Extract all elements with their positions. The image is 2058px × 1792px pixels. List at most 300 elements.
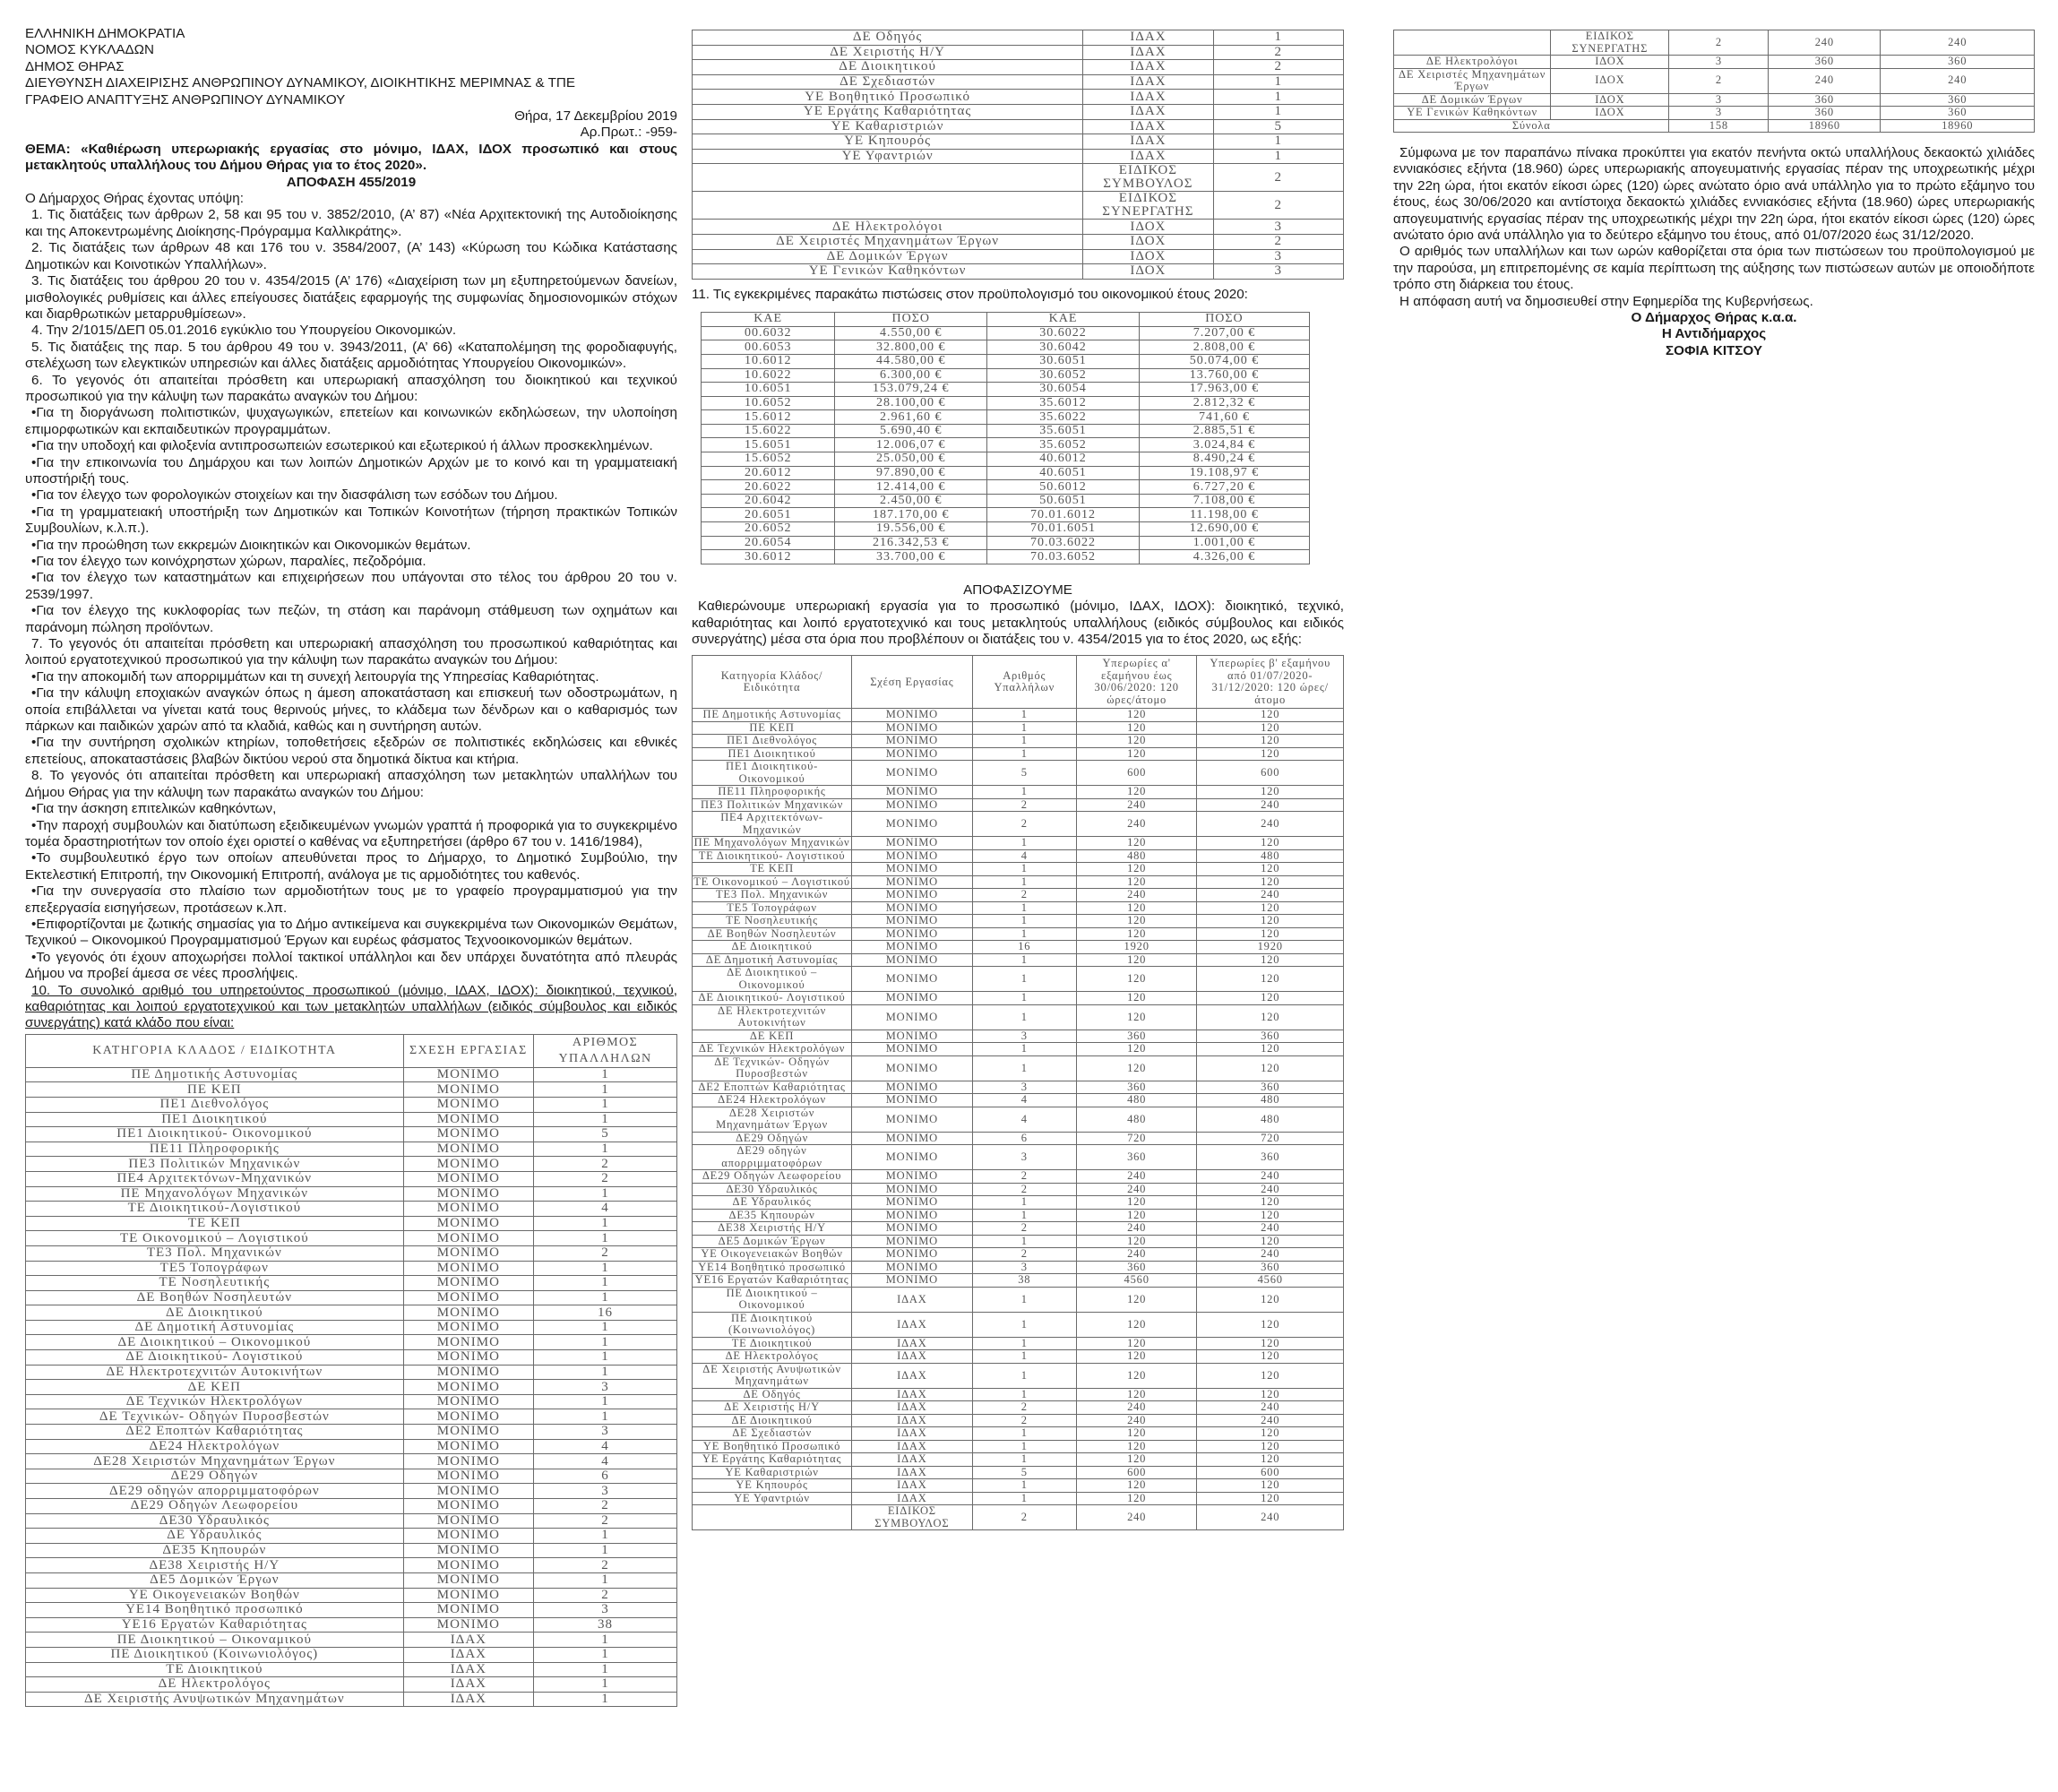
table-row: [693, 1170, 1344, 1184]
cell-category: ΔΕ Ηλεκτρολόγος: [26, 1677, 404, 1693]
cell-kae: 20.6042: [702, 494, 835, 508]
consideration-item: 7. Το γεγονός ότι απαιτείται πρόσθετη και υπερωριακή απασχόληση του προσωπικού καθαριότητας και λοιπού εργατοτεχνικού προσωπικού για την κάλυψη των παρακάτω αναγκών του Δήμου:: [25, 636, 677, 668]
cell-count: 1: [534, 1409, 677, 1425]
cell-amount: 8.490,24 €: [1139, 452, 1309, 467]
cell-category: ΔΕ Ηλεκτρολόγος: [693, 1350, 852, 1364]
cell-hours-h1: 120: [1076, 1427, 1196, 1441]
table-row: [26, 1425, 677, 1440]
cell-hours-h1: 360: [1769, 107, 1881, 120]
cell-relation: ΜΟΝΙΜΟ: [852, 941, 972, 954]
cell-relation: ΙΔΑΧ: [1083, 30, 1213, 46]
cell-kae: 10.6052: [702, 396, 835, 410]
cell-hours-h1: 120: [1076, 1312, 1196, 1337]
cell-employees: 1: [972, 1363, 1076, 1388]
cell-relation: ΜΟΝΙΜΟ: [852, 735, 972, 748]
cell-employees: 2: [972, 1248, 1076, 1262]
cell-hours-h1: 240: [1076, 1183, 1196, 1196]
consideration-item: •Για τη διοργάνωση πολιτιστικών, ψυχαγωγικών, επετείων και κοινωνικών εκδηλώσεων, την υλοποίηση επιμορφωτικών και εκπαιδευτικών προγραμμάτων.: [25, 405, 677, 437]
table-row: [693, 45, 1344, 60]
table-row: [26, 1380, 677, 1395]
cell-relation: ΜΟΝΙΜΟ: [403, 1425, 533, 1440]
credits-table-header: [702, 313, 1310, 327]
cell-category: ΔΕ Διοικητικού: [693, 60, 1083, 75]
cell-employees: 2: [972, 1414, 1076, 1427]
table-row: [702, 508, 1310, 522]
cell-category: ΔΕ Τεχνικών Ηλεκτρολόγων: [26, 1394, 404, 1409]
cell-relation: ΜΟΝΙΜΟ: [852, 721, 972, 735]
table-row: [693, 1337, 1344, 1350]
cell-hours-h2: 120: [1197, 1479, 1344, 1493]
table-row: [26, 1409, 677, 1425]
cell-relation: ΜΟΝΙΜΟ: [403, 1157, 533, 1172]
cell-category: ΤΕ3 Πολ. Μηχανικών: [693, 889, 852, 902]
cell-category: ΥΕ Βοηθητικό Προσωπικό: [693, 1440, 852, 1453]
cell-employees: 2: [972, 1222, 1076, 1236]
cell-kae: 35.6052: [987, 438, 1140, 452]
cell-category: ΔΕ Χειριστές Μηχανημάτων Έργων: [1394, 68, 1551, 93]
cell-relation: ΕΙΔΙΚΟΣ ΣΥΝΕΡΓΑΤΗΣ: [1551, 30, 1669, 56]
column-3: [1393, 0, 2035, 359]
cell-relation: ΜΟΝΙΜΟ: [403, 1365, 533, 1380]
cell-category: ΠΕ11 Πληροφορικής: [693, 786, 852, 799]
cell-relation: ΜΟΝΙΜΟ: [403, 1558, 533, 1573]
cell-hours-h1: 120: [1076, 1388, 1196, 1401]
consideration-item: •Για την συνεργασία στο πλαίσιο των αρμοδιοτήτων τους με το γραφείο προγραμματισμού για την επεξεργασία εισηγήσεων, προτάσεων κ.λπ.: [25, 883, 677, 916]
cell-kae: 10.6012: [702, 354, 835, 368]
cell-category: ΠΕ4 Αρχιτεκτόνων- Μηχανικών: [693, 812, 852, 837]
table-row: [26, 1617, 677, 1633]
cell-employees: 3: [972, 1030, 1076, 1043]
cell-employees: 2: [972, 812, 1076, 837]
cell-category: ΥΕ Υφαντριών: [693, 1492, 852, 1505]
considerations-list: [25, 207, 677, 1031]
table-row: [702, 410, 1310, 425]
header-kae-2: ΚΑΕ: [987, 313, 1140, 327]
header-count: ΑΡΙΘΜΟΣ ΥΠΑΛΛΗΛΩΝ: [534, 1034, 677, 1067]
consideration-item: •Για την αποκομιδή των απορριμμάτων και τη συνεχή λειτουργία της Υπηρεσίας Καθαριότητας.: [31, 668, 599, 685]
cell-category: ΠΕ Μηχανολόγων Μηχανικών: [693, 837, 852, 850]
header-amount-1: ΠΟΣΟ: [835, 313, 987, 327]
cell-kae: 35.6012: [987, 396, 1140, 410]
table-row: [693, 889, 1344, 902]
cell-relation: ΜΟΝΙΜΟ: [403, 1127, 533, 1142]
cell-category: ΔΕ Δομικών Έργων: [693, 249, 1083, 264]
cell-category: ΤΕ5 Τοπογράφων: [693, 901, 852, 915]
overtime-table: [692, 655, 1344, 1530]
cell-employees: 3: [1669, 107, 1769, 120]
table-row: [26, 1394, 677, 1409]
cell-hours-h2: 480: [1197, 1094, 1344, 1107]
document-date: Θήρα, 17 Δεκεμβρίου 2019: [514, 108, 677, 125]
cell-category: ΔΕ2 Εποπτών Καθαριότητας: [26, 1425, 404, 1440]
cell-category: ΔΕ35 Κηπουρών: [693, 1209, 852, 1222]
cell-hours-h2: 360: [1197, 1145, 1344, 1170]
cell-category: ΤΕ Οικονομικού – Λογιστικού: [693, 874, 850, 888]
cell-amount: 50.074,00 €: [1139, 354, 1309, 368]
table-row: [693, 30, 1344, 46]
cell-category: ΥΕ Οικογενειακών Βοηθών: [26, 1588, 404, 1603]
cell-count: 6: [534, 1469, 677, 1484]
table-row: [693, 798, 1344, 812]
cell-hours-h1: 240: [1076, 798, 1196, 812]
cell-relation: ΜΟΝΙΜΟ: [852, 1274, 972, 1288]
cell-hours-h1: 120: [1076, 1043, 1196, 1056]
cell-count: 1: [534, 1097, 677, 1112]
cell-kae: 35.6022: [987, 410, 1140, 425]
cell-kae: 00.6032: [702, 326, 835, 340]
table-row: [693, 1350, 1344, 1364]
cell-hours-h2: 120: [1197, 953, 1344, 967]
table-row: [693, 837, 1344, 850]
cell-employees: 38: [972, 1274, 1076, 1288]
cell-employees: 4: [972, 1094, 1076, 1107]
consideration-item: •Για τον έλεγχο της κυκλοφορίας των πεζών, τη στάση και παράνομη στάθμευση των οχημάτων και παράνομη πώληση προϊόντων.: [25, 603, 677, 635]
cell-employees: 2: [972, 798, 1076, 812]
overtime-table-header: [693, 656, 1344, 709]
cell-employees: 2: [1669, 68, 1769, 93]
cell-relation: ΜΟΝΙΜΟ: [403, 1439, 533, 1454]
cell-relation: ΜΟΝΙΜΟ: [403, 1335, 533, 1350]
cell-count: 4: [534, 1454, 677, 1469]
cell-hours-h1: 120: [1076, 837, 1196, 850]
table-row: [693, 1248, 1344, 1262]
cell-relation: ΙΔΟΧ: [1551, 93, 1669, 107]
cell-hours-h2: 120: [1197, 927, 1344, 941]
cell-employees: 1: [972, 992, 1076, 1005]
cell-category: ΔΕ Ηλεκτρολόγοι: [693, 220, 1083, 235]
cell-relation: ΙΔΟΧ: [1551, 107, 1669, 120]
table-row: [702, 536, 1310, 550]
cell-category: ΔΕ Τεχνικών- Οδηγών Πυροσβεστών: [693, 1055, 852, 1081]
cell-category: [1394, 30, 1551, 56]
cell-kae: 10.6022: [702, 368, 835, 383]
cell-relation: ΜΟΝΙΜΟ: [852, 953, 972, 967]
header-employees: Αριθμός Υπαλλήλων: [972, 656, 1076, 709]
cell-hours-h1: 240: [1076, 1222, 1196, 1236]
cell-kae: 30.6052: [987, 368, 1140, 383]
cell-amount: 97.890,00 €: [835, 466, 987, 480]
cell-hours-h1: 240: [1076, 1414, 1196, 1427]
cell-category: ΔΕ30 Υδραυλικός: [693, 1183, 852, 1196]
cell-relation: ΜΟΝΙΜΟ: [403, 1112, 533, 1127]
cell-category: ΠΕ Μηχανολόγων Μηχανικών: [26, 1186, 404, 1202]
table-row: [693, 1235, 1344, 1248]
table-row: [693, 1492, 1344, 1505]
cell-relation: ΜΟΝΙΜΟ: [852, 1094, 972, 1107]
cell-relation: ΙΔΑΧ: [852, 1427, 972, 1441]
consideration-item: •Την παροχή συμβουλών και διατύπωση εξειδικευμένων γνωμών γραπτά ή προφορικά για το συγκεκριμένο τομέα δραστηριοτήτων τον οποίο έχει οριστεί ο καθένας να εξυπηρετήσει (άρθρο 67 του ν. 1416/1984),: [25, 817, 677, 849]
cell-hours-h2: 120: [1197, 875, 1344, 889]
cell-hours-h2: 120: [1197, 901, 1344, 915]
cell-category: ΠΕ1 Διοικητικού: [693, 747, 852, 761]
cell-category: ΠΕ Διοικητικού – Οικοναμικού: [26, 1633, 404, 1648]
cell-hours-h1: 120: [1076, 1055, 1196, 1081]
cell-category: ΤΕ Διοικητικού: [693, 1337, 852, 1350]
cell-category: ΥΕ Εργάτης Καθαριότητας: [693, 104, 1083, 119]
cell-employees: 1: [972, 786, 1076, 799]
cell-hours-h2: 120: [1197, 1004, 1344, 1030]
consideration-item: •Για την συντήρηση σχολικών κτηρίων, τοποθετήσεις εξεδρών σε πολιτιστικές εκδηλώσεις και εθνικές επετείους, αποκαταστάσεις βλαβών δικτύου νερού στα δημοτικά δίκτυα και κτήρια.: [25, 735, 677, 767]
cell-employees: 3: [1669, 56, 1769, 69]
decision-title: ΑΠΟΦΑΣΗ 455/2019: [286, 174, 417, 190]
cell-hours-h2: 360: [1881, 56, 2035, 69]
cell-employees: 1: [972, 1479, 1076, 1493]
table-row: [702, 494, 1310, 508]
cell-relation: ΜΟΝΙΜΟ: [403, 1202, 533, 1217]
table-row: [693, 747, 1344, 761]
cell-hours-h1: 720: [1076, 1132, 1196, 1145]
cell-kae: 70.01.6012: [987, 508, 1140, 522]
cell-category: ΔΕ Διοικητικού- Λογιστικού: [693, 992, 852, 1005]
cell-category: ΔΕ5 Δομικών Έργων: [26, 1572, 404, 1588]
cell-hours-h2: 120: [1197, 1388, 1344, 1401]
cell-kae: 40.6051: [987, 466, 1140, 480]
cell-relation: ΙΔΑΧ: [852, 1492, 972, 1505]
table-row: [26, 1454, 677, 1469]
table-row: [693, 761, 1344, 786]
cell-count: 3: [534, 1380, 677, 1395]
cell-amount: 1.001,00 €: [1139, 536, 1309, 550]
table-row: [693, 863, 1344, 876]
cell-category: ΥΕ Εργάτης Καθαριότητας: [693, 1453, 852, 1467]
cell-hours-h1: 120: [1076, 1350, 1196, 1364]
cell-relation: ΜΟΝΙΜΟ: [852, 1248, 972, 1262]
cell-category: ΤΕ Οικονομικού – Λογιστικού: [26, 1231, 404, 1246]
cell-hours-h1: 120: [1076, 747, 1196, 761]
cell-kae: 30.6012: [702, 550, 835, 564]
closing-paragraph: Σύμφωνα με τον παραπάνω πίνακα προκύπτει για εκατόν πενήντα οκτώ υπαλλήλους δεκαοκτώ χιλιάδες εννιακόσιες εξήντα (18.960) ώρες υπερωριακής απογευματινής εργασίας πέραν της υποχρεωτικής μέχρι την 22η ώρα, ήτοι εκατόν είκοσι ώρες (120) ώρες ανώτατο όριο ανά υπάλληλο για το πρώτο εξάμηνο του έτους, έως 30/06/2020 και αντίστοιχα δεκαοκτώ χιλιάδες εννιακόσιες εξήντα (18.960) ώρες υπερωριακής απογευματινής εργασίας πέραν της υποχρεωτικής μέχρι την 22η ώρα, ήτοι εκατόν είκοσι ώρες (120) ώρες ανώτατο όριο ανά υπάλληλο για το δεύτερο εξάμηνο του έτους, από 01/07/2020 έως 31/12/2020.: [1393, 145, 2035, 244]
cell-amount: 216.342,53 €: [835, 536, 987, 550]
cell-kae: 50.6051: [987, 494, 1140, 508]
table-row: [693, 149, 1344, 164]
table-row: [693, 1081, 1344, 1094]
cell-hours-h1: 120: [1076, 1196, 1196, 1210]
cell-category: ΔΕ Τεχνικών- Οδηγών Πυροσβεστών: [26, 1409, 404, 1425]
cell-category: ΔΕ30 Υδραυλικός: [26, 1513, 404, 1529]
table-row: [26, 1633, 677, 1648]
cell-kae: 15.6012: [702, 410, 835, 425]
cell-amount: 4.326,00 €: [1139, 550, 1309, 564]
cell-category: ΥΕ Οικογενειακών Βοηθών: [693, 1248, 852, 1262]
cell-employees: 1: [972, 1453, 1076, 1467]
table-row: [26, 1320, 677, 1335]
cell-hours-h2: 120: [1197, 1209, 1344, 1222]
table-row: [693, 1414, 1344, 1427]
cell-relation: ΜΟΝΙΜΟ: [403, 1320, 533, 1335]
cell-category: ΔΕ35 Κηπουρών: [26, 1543, 404, 1558]
signature-line: ΣΟΦΙΑ ΚΙΤΣΟΥ: [1666, 342, 1762, 358]
cell-relation: ΜΟΝΙΜΟ: [852, 1222, 972, 1236]
cell-employees: 1: [972, 1004, 1076, 1030]
table-row: [693, 967, 1344, 992]
cell-relation: ΙΔΑΧ: [1083, 104, 1213, 119]
cell-hours-h2: 120: [1197, 967, 1344, 992]
cell-amount: 25.050,00 €: [835, 452, 987, 467]
consideration-item: •Το συμβουλευτικό έργο των οποίων απευθύνεται προς το Δήμαρχο, το Δημοτικό Συμβούλιο, την Εκτελεστική Επιτροπή, την Οικονομική Επιτροπή, ανάλογα με τις αρμοδιότητες του καθενός.: [25, 850, 677, 883]
cell-relation: ΜΟΝΙΜΟ: [852, 915, 972, 928]
cell-category: ΔΕ Δομικών Έργων: [1394, 93, 1551, 107]
cell-relation: ΙΔΟΧ: [1083, 249, 1213, 264]
table-row: [693, 735, 1344, 748]
cell-kae: 50.6012: [987, 480, 1140, 495]
cell-category: ΠΕ1 Διοικητικού- Οικονομικού: [693, 761, 852, 786]
cell-relation: ΙΔΟΧ: [1551, 68, 1669, 93]
table-row: [693, 992, 1344, 1005]
cell-count: 1: [1213, 74, 1343, 90]
cell-relation: ΜΟΝΙΜΟ: [852, 1196, 972, 1210]
cell-count: 3: [534, 1484, 677, 1499]
cell-hours-h2: 120: [1197, 1235, 1344, 1248]
cell-relation: ΜΟΝΙΜΟ: [403, 1513, 533, 1529]
cell-category: ΠΕ ΚΕΠ: [26, 1082, 404, 1098]
cell-category: ΠΕ ΚΕΠ: [693, 721, 852, 735]
cell-count: 2: [534, 1499, 677, 1514]
cell-count: 1: [534, 1543, 677, 1558]
table-row: [693, 1145, 1344, 1170]
cell-relation: ΙΔΑΧ: [852, 1350, 972, 1364]
cell-relation: ΜΟΝΙΜΟ: [852, 1170, 972, 1184]
cell-category: ΔΕ Οδηγός: [693, 30, 1083, 46]
staff-table-continued: [692, 30, 1344, 280]
consideration-item: •Για την προώθηση των εκκρεμών Διοικητικών και Οικονομικών θεμάτων.: [31, 537, 471, 553]
cell-hours-h1: 360: [1076, 1261, 1196, 1274]
cell-kae: 20.6054: [702, 536, 835, 550]
header-overtime-h1: Υπερωρίες α' εξαμήνου έως 30/06/2020: 120 ώρες/άτομο: [1076, 656, 1196, 709]
cell-hours-h1: 240: [1076, 812, 1196, 837]
consideration-item: 3. Τις διατάξεις του άρθρου 20 του ν. 4354/2015 (Α’ 176) «Διαχείριση των μη εξυπηρετούμενων δανείων, μισθολογικές ρυθμίσεις και άλλες επείγουσες διατάξεις εφαρμογής της συμφωνίας δημοσιονομικών στόχων και διαρθρωτικών μεταρρυθμίσεων».: [25, 273, 677, 322]
cell-count: 1: [534, 1067, 677, 1082]
table-row: [702, 522, 1310, 537]
consideration-item: •Για τη γραμματειακή υποστήριξη των Δημοτικών και Τοπικών Κοινοτήτων (τήρηση πρακτικών Τοπικών Συμβουλίων, κ.λ.π.).: [25, 504, 677, 537]
cell-amount: 19.556,00 €: [835, 522, 987, 537]
cell-employees: 1: [972, 953, 1076, 967]
cell-employees: 1: [972, 967, 1076, 992]
cell-hours-h2: 120: [1197, 915, 1344, 928]
protocol-number: Αρ.Πρωτ.: -959-: [580, 125, 677, 141]
cell-hours-h1: 1920: [1076, 941, 1196, 954]
cell-employees: 1: [972, 875, 1076, 889]
cell-relation: ΜΟΝΙΜΟ: [403, 1603, 533, 1618]
table-row: [1394, 107, 2035, 120]
cell-amount: 28.100,00 €: [835, 396, 987, 410]
cell-category: ΔΕ Χειριστές Μηχανημάτων Έργων: [693, 234, 1083, 249]
cell-count: 1: [1213, 90, 1343, 105]
intro: Ο Δήμαρχος Θήρας έχοντας υπόψη:: [25, 191, 244, 207]
cell-relation: ΜΟΝΙΜΟ: [852, 849, 972, 863]
cell-amount: 12.414,00 €: [835, 480, 987, 495]
cell-count: 2: [534, 1588, 677, 1603]
table-row: [693, 1401, 1344, 1415]
cell-relation: ΜΟΝΙΜΟ: [403, 1350, 533, 1366]
cell-count: 1: [534, 1082, 677, 1098]
cell-kae: 20.6051: [702, 508, 835, 522]
cell-hours-h2: 240: [1197, 1170, 1344, 1184]
cell-hours-h2: 360: [1881, 107, 2035, 120]
cell-hours-h1: 240: [1076, 1505, 1196, 1530]
cell-hours-h1: 360: [1769, 56, 1881, 69]
cell-category: ΔΕ2 Εποπτών Καθαριότητας: [693, 1081, 852, 1094]
consideration-item: 5. Τις διατάξεις της παρ. 5 του άρθρου 49 του ν. 3943/2011, (Α’ 66) «Καταπολέμηση της φοροδιαφυγής, στελέχωση των ελεγκτικών υπηρεσιών και άλλες διατάξεις αρμοδιότητας Υπουργείου Οικονομικών».: [25, 339, 677, 372]
cell-hours-h1: 240: [1769, 30, 1881, 56]
cell-count: 2: [1213, 45, 1343, 60]
cell-employees: 16: [972, 941, 1076, 954]
cell-hours-h1: 240: [1076, 1248, 1196, 1262]
cell-hours-h1: 120: [1076, 1287, 1196, 1312]
cell-category: ΤΕ ΚΕΠ: [26, 1216, 404, 1231]
consideration-item: •Για την άσκηση επιτελικών καθηκόντων,: [31, 801, 277, 817]
cell-hours-h2: 120: [1197, 863, 1344, 876]
cell-relation: ΜΟΝΙΜΟ: [852, 901, 972, 915]
table-row: [26, 1529, 677, 1544]
table-row: [26, 1588, 677, 1603]
cell-employees: 1: [972, 927, 1076, 941]
cell-kae: 00.6053: [702, 340, 835, 355]
cell-employees: 2: [972, 1170, 1076, 1184]
table-row: [693, 60, 1344, 75]
table-row: [693, 721, 1344, 735]
table-row: [693, 90, 1344, 105]
cell-relation: ΙΔΑΧ: [403, 1677, 533, 1693]
credits-table: [701, 312, 1310, 564]
cell-category: ΠΕ3 Πολιτικών Μηχανικών: [693, 798, 852, 812]
cell-category: ΔΕ Χειριστής Η/Υ: [693, 1401, 852, 1415]
cell-category: ΔΕ Δημοτική Αστυνομίας: [693, 953, 852, 967]
cell-employees: 1: [972, 1287, 1076, 1312]
cell-count: 3: [534, 1425, 677, 1440]
table-row: [693, 1388, 1344, 1401]
cell-count: 2: [534, 1245, 677, 1261]
cell-category: ΥΕ Γενικών Καθηκόντων: [693, 264, 1083, 280]
cell-relation: ΜΟΝΙΜΟ: [852, 1183, 972, 1196]
cell-amount: 44.580,00 €: [835, 354, 987, 368]
signature-line: Ο Δήμαρχος Θήρας κ.α.α.: [1631, 310, 1797, 326]
table-row: [693, 1004, 1344, 1030]
cell-hours-h1: 120: [1076, 709, 1196, 722]
cell-category: ΤΕ Διοικητικού- Λογιστικού: [693, 849, 852, 863]
table-row: [26, 1484, 677, 1499]
table-row: [26, 1142, 677, 1157]
cell-hours-h1: 480: [1076, 1094, 1196, 1107]
cell-employees: 4: [972, 849, 1076, 863]
cell-relation: ΜΟΝΙΜΟ: [403, 1484, 533, 1499]
cell-relation: ΙΔΑΧ: [852, 1466, 972, 1479]
table-row: [26, 1603, 677, 1618]
cell-count: 1: [534, 1142, 677, 1157]
cell-hours-h2: 240: [1197, 1414, 1344, 1427]
cell-relation: ΜΟΝΙΜΟ: [403, 1261, 533, 1276]
cell-hours-h2: 360: [1197, 1081, 1344, 1094]
table-row: [693, 1274, 1344, 1288]
cell-relation: ΜΟΝΙΜΟ: [852, 1107, 972, 1132]
table-row: [693, 1427, 1344, 1441]
cell-relation: ΜΟΝΙΜΟ: [403, 1171, 533, 1186]
cell-count: 2: [534, 1558, 677, 1573]
cell-amount: 33.700,00 €: [835, 550, 987, 564]
cell-hours-h1: 120: [1076, 1004, 1196, 1030]
consideration-item: 10. Το συνολικό αριθμό του υπηρετούντος προσωπικού (μόνιμο, ΙΔΑΧ, ΙΔΟΧ): διοικητικού, τεχνικού, καθαριότητας και λοιπού εργατοτεχνικού και των μετακλητών υπαλλήλων (ειδικός σύμβουλος και ειδικός συνεργάτης) κατά κλάδο που είναι:: [25, 982, 677, 1031]
subject: ΘΕΜΑ: «Καθιέρωση υπερωριακής εργασίας στο μόνιμο, ΙΔΑΧ, ΙΔΟΧ προσωπικό και στους μετακλητούς υπαλλήλους του Δήμου Θήρας για το έτος 2020».: [25, 141, 677, 174]
table-row: [693, 1055, 1344, 1081]
cell-amount: 2.450,00 €: [835, 494, 987, 508]
cell-hours-h2: 120: [1197, 1492, 1344, 1505]
decide-text: Καθιερώνουμε υπερωριακή εργασία για το προσωπικό (μόνιμο, ΙΔΑΧ, ΙΔΟΧ): διοικητικό, τεχνικό, καθαριότητας και λοιπό εργατοτεχνικό και τους μετακλητούς υπαλλήλους (ειδικός σύμβουλος και ειδικός συνεργάτης) μέσα στα όρια που προβλέπουν οι διατάξεις του ν. 4354/2015 για το έτος 2020, ως εξής:: [692, 599, 1344, 648]
cell-amount: 2.885,51 €: [1139, 424, 1309, 438]
table-row: [693, 164, 1344, 192]
cell-count: 2: [1213, 164, 1343, 192]
table-row: [693, 1043, 1344, 1056]
consideration-item: •Για τον έλεγχο των φορολογικών στοιχείων και την διασφάλιση των εσόδων του Δήμου.: [31, 487, 558, 504]
cell-relation: ΜΟΝΙΜΟ: [403, 1572, 533, 1588]
